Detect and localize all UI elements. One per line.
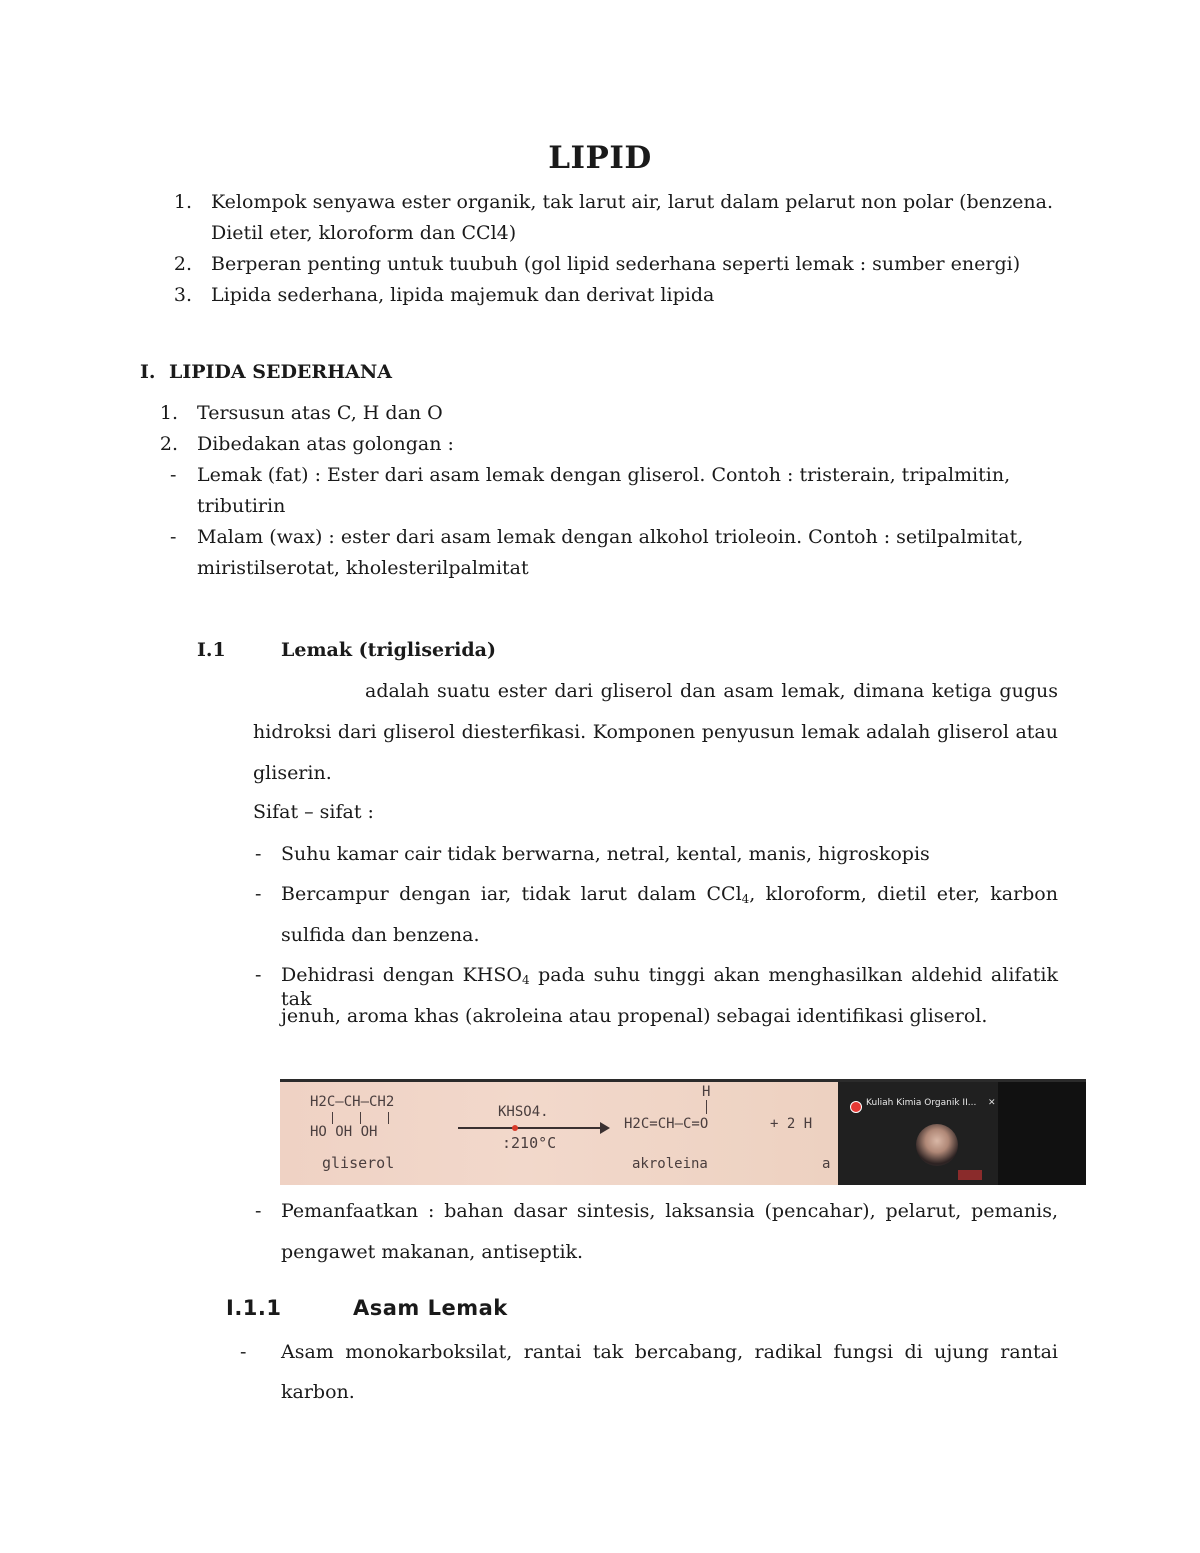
list-item-text: Pemanfaatkan : bahan dasar sintesis, laksansia (pencahar), pelarut, pemanis, bbox=[281, 1200, 1058, 1222]
list-item-text: Kelompok senyawa ester organik, tak larut air, larut dalam pelarut non polar (benzena. bbox=[211, 191, 1053, 213]
close-icon[interactable]: ✕ bbox=[988, 1098, 996, 1108]
list-item-text: karbon. bbox=[281, 1381, 355, 1403]
bond-line bbox=[332, 1112, 333, 1124]
marker-dot bbox=[512, 1125, 518, 1131]
bond-line bbox=[388, 1112, 389, 1124]
list-number: 1. bbox=[173, 191, 192, 213]
reagent-label: KHSO4. bbox=[498, 1104, 549, 1120]
mic-muted-icon[interactable] bbox=[958, 1170, 982, 1180]
reaction-arrow-head bbox=[600, 1122, 610, 1134]
list-dash: - bbox=[170, 464, 177, 486]
list-dash: - bbox=[255, 883, 262, 905]
list-item-text: jenuh, aroma khas (akroleina atau propenal) sebagai identifikasi gliserol. bbox=[281, 1005, 988, 1027]
list-dash: - bbox=[170, 526, 177, 548]
reactant-formula: H2C–CH–CH2 bbox=[310, 1094, 395, 1110]
list-item-text: tributirin bbox=[197, 495, 286, 517]
list-item-text: sulfida dan benzena. bbox=[281, 924, 480, 946]
list-item-text: Dehidrasi dengan $KHSO_4$ pada suhu tinggi akan menghasilkan aldehid alifatik tak bbox=[281, 964, 1058, 1010]
section-number: I. bbox=[140, 361, 156, 383]
list-dash: - bbox=[255, 964, 262, 986]
list-item-text: Asam monokarboksilat, rantai tak bercabang, radikal fungsi di ujung rantai bbox=[281, 1341, 1058, 1363]
video-panel-edge bbox=[998, 1082, 1086, 1185]
bond-line bbox=[360, 1112, 361, 1124]
list-item-text: Tersusun atas C, H dan O bbox=[197, 402, 443, 424]
bond-line bbox=[706, 1100, 707, 1114]
list-item-text: pengawet makanan, antiseptik. bbox=[281, 1241, 584, 1263]
list-item-text: Bercampur dengan iar, tidak larut dalam CCl$_4$, kloroform, dietil eter, karbon bbox=[281, 883, 1058, 906]
list-number: 1. bbox=[159, 402, 178, 424]
list-item-text: miristilserotat, kholesterilpalmitat bbox=[197, 557, 529, 579]
product-name-extra: a bbox=[822, 1156, 831, 1172]
list-number: 3. bbox=[173, 284, 192, 306]
participant-avatar[interactable] bbox=[916, 1124, 958, 1166]
subsubsection-heading: Asam Lemak bbox=[353, 1296, 508, 1320]
paragraph-line: gliserin. bbox=[253, 762, 332, 784]
list-item-text: Lipida sederhana, lipida majemuk dan derivat lipida bbox=[211, 284, 715, 306]
product-name: akroleina bbox=[632, 1156, 708, 1172]
plus-sign: + 2 H bbox=[770, 1116, 813, 1132]
list-item-text: Dibedakan atas golongan : bbox=[197, 433, 454, 455]
page-title: LIPID bbox=[548, 140, 652, 176]
list-number: 2. bbox=[173, 253, 192, 275]
list-item-text: Suhu kamar cair tidak berwarna, netral, kental, manis, higroskopis bbox=[281, 843, 930, 865]
product-formula: H2C=CH–C=O bbox=[624, 1116, 709, 1132]
sifat-label: Sifat – sifat : bbox=[253, 801, 374, 823]
subsection-heading: Lemak (trigliserida) bbox=[281, 639, 496, 661]
subsection-number: I.1 bbox=[197, 639, 226, 661]
subsubsection-number: I.1.1 bbox=[226, 1296, 282, 1320]
list-item-text: Malam (wax) : ester dari asam lemak dengan alkohol trioleoin. Contoh : setilpalmitat, bbox=[197, 526, 1024, 548]
list-dash: - bbox=[240, 1341, 247, 1363]
video-call-overlay[interactable] bbox=[838, 1082, 1086, 1185]
paragraph-line: hidroksi dari gliserol diesterfikasi. Komponen penyusun lemak adalah gliserol atau bbox=[253, 721, 1058, 743]
reaction-arrow bbox=[458, 1127, 606, 1129]
reaction-image bbox=[280, 1079, 1086, 1185]
list-item-text: Dietil eter, kloroform dan CCl4) bbox=[211, 222, 517, 244]
meeting-title: Kuliah Kimia Organik II... bbox=[866, 1098, 977, 1108]
reactant-groups: HO OH OH bbox=[310, 1124, 378, 1140]
recording-icon bbox=[850, 1101, 862, 1113]
reactant-name: gliserol bbox=[322, 1154, 395, 1172]
list-number: 2. bbox=[159, 433, 178, 455]
paragraph-line: adalah suatu ester dari gliserol dan asam lemak, dimana ketiga gugus bbox=[365, 680, 1058, 702]
product-hydrogen: H bbox=[702, 1084, 711, 1100]
list-item-text: Lemak (fat) : Ester dari asam lemak dengan gliserol. Contoh : tristerain, tripalmitin, bbox=[197, 464, 1011, 486]
list-dash: - bbox=[255, 1200, 262, 1222]
list-dash: - bbox=[255, 843, 262, 865]
list-item-text: Berperan penting untuk tuubuh (gol lipid sederhana seperti lemak : sumber energi) bbox=[211, 253, 1021, 275]
reaction-condition: :210°C bbox=[502, 1134, 557, 1152]
section-heading: LIPIDA SEDERHANA bbox=[169, 361, 393, 383]
